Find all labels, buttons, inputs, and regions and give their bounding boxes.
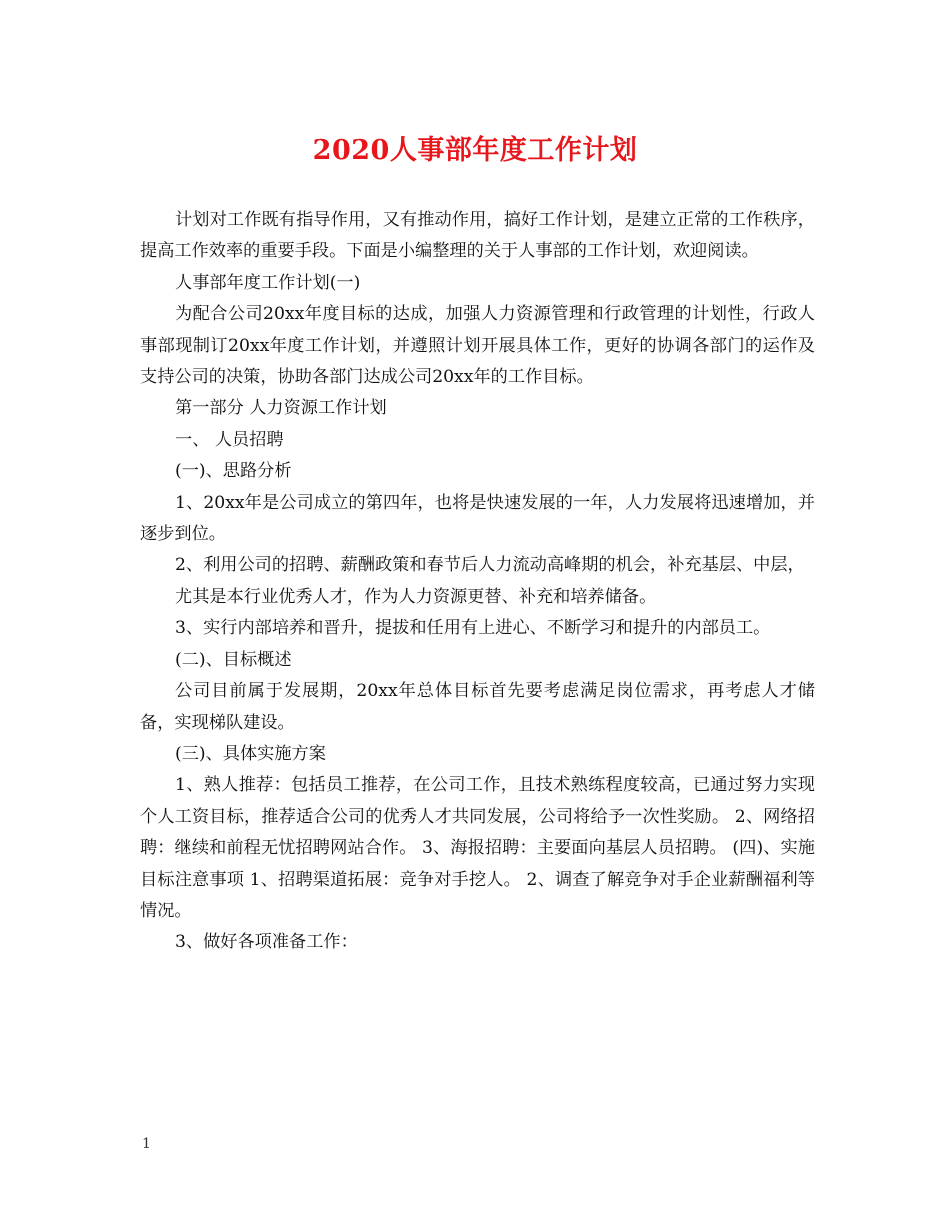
body-paragraph: 3、做好各项准备工作： xyxy=(175,932,358,953)
section-heading: 人事部年度工作计划(一) xyxy=(175,272,361,293)
part-heading: 第一部分 人力资源工作计划 xyxy=(175,398,387,419)
body-paragraph: 1、20xx年是公司成立的第四年，也将是快速发展的一年，人力发展将迅速增加，并逐步到位。 xyxy=(140,492,815,545)
page-number: 1 xyxy=(142,1136,151,1152)
body-paragraph: 3、实行内部培养和晋升，提拔和任用有上进心、不断学习和提升的内部员工。 xyxy=(175,618,771,639)
subsection-heading: (三)、具体实施方案 xyxy=(175,743,326,764)
document-title: 2020人事部年度工作计划 xyxy=(312,135,638,166)
subsection-heading: (一)、思路分析 xyxy=(175,461,292,482)
body-paragraph: 2、利用公司的招聘、薪酬政策和春节后人力流动高峰期的机会，补充基层、中层， xyxy=(175,555,805,576)
body-paragraph: 尤其是本行业优秀人才，作为人力资源更替、补充和培养储备。 xyxy=(175,586,657,607)
intro-paragraph: 计划对工作既有指导作用，又有推动作用，搞好工作计划，是建立正常的工作秩序，提高工作效率的重要手段。下面是小编整理的关于人事部的工作计划，欢迎阅读。 xyxy=(140,210,815,262)
body-paragraph: 1、熟人推荐：包括员工推荐，在公司工作，且技术熟练程度较高，已通过努力实现个人工资目标，推荐适合公司的优秀人才共同发展，公司将给予一次性奖励。 2、网络招聘：继续和前程无忧招聘网站合作。 3、海报招聘：主要面向基层人员招聘。 (四)、实施目标注意事项 1、招聘渠道拓展：竞争对手挖人。 2、调查了解竞争对手企业薪酬福利等情况。 xyxy=(140,775,815,921)
body-paragraph: 为配合公司20xx年度目标的达成，加强人力资源管理和行政管理的计划性，行政人事部现制订20xx年度工作计划，并遵照计划开展具体工作，更好的协调各部门的运作及支持公司的决策，协助各部门达成公司20xx年的工作目标。 xyxy=(140,304,815,388)
document-body xyxy=(140,205,815,959)
subsection-heading: (二)、目标概述 xyxy=(175,649,292,670)
body-paragraph: 公司目前属于发展期，20xx年总体目标首先要考虑满足岗位需求，再考虑人才储备，实现梯队建设。 xyxy=(140,681,815,733)
subsection-heading: 一、 人员招聘 xyxy=(175,429,284,450)
